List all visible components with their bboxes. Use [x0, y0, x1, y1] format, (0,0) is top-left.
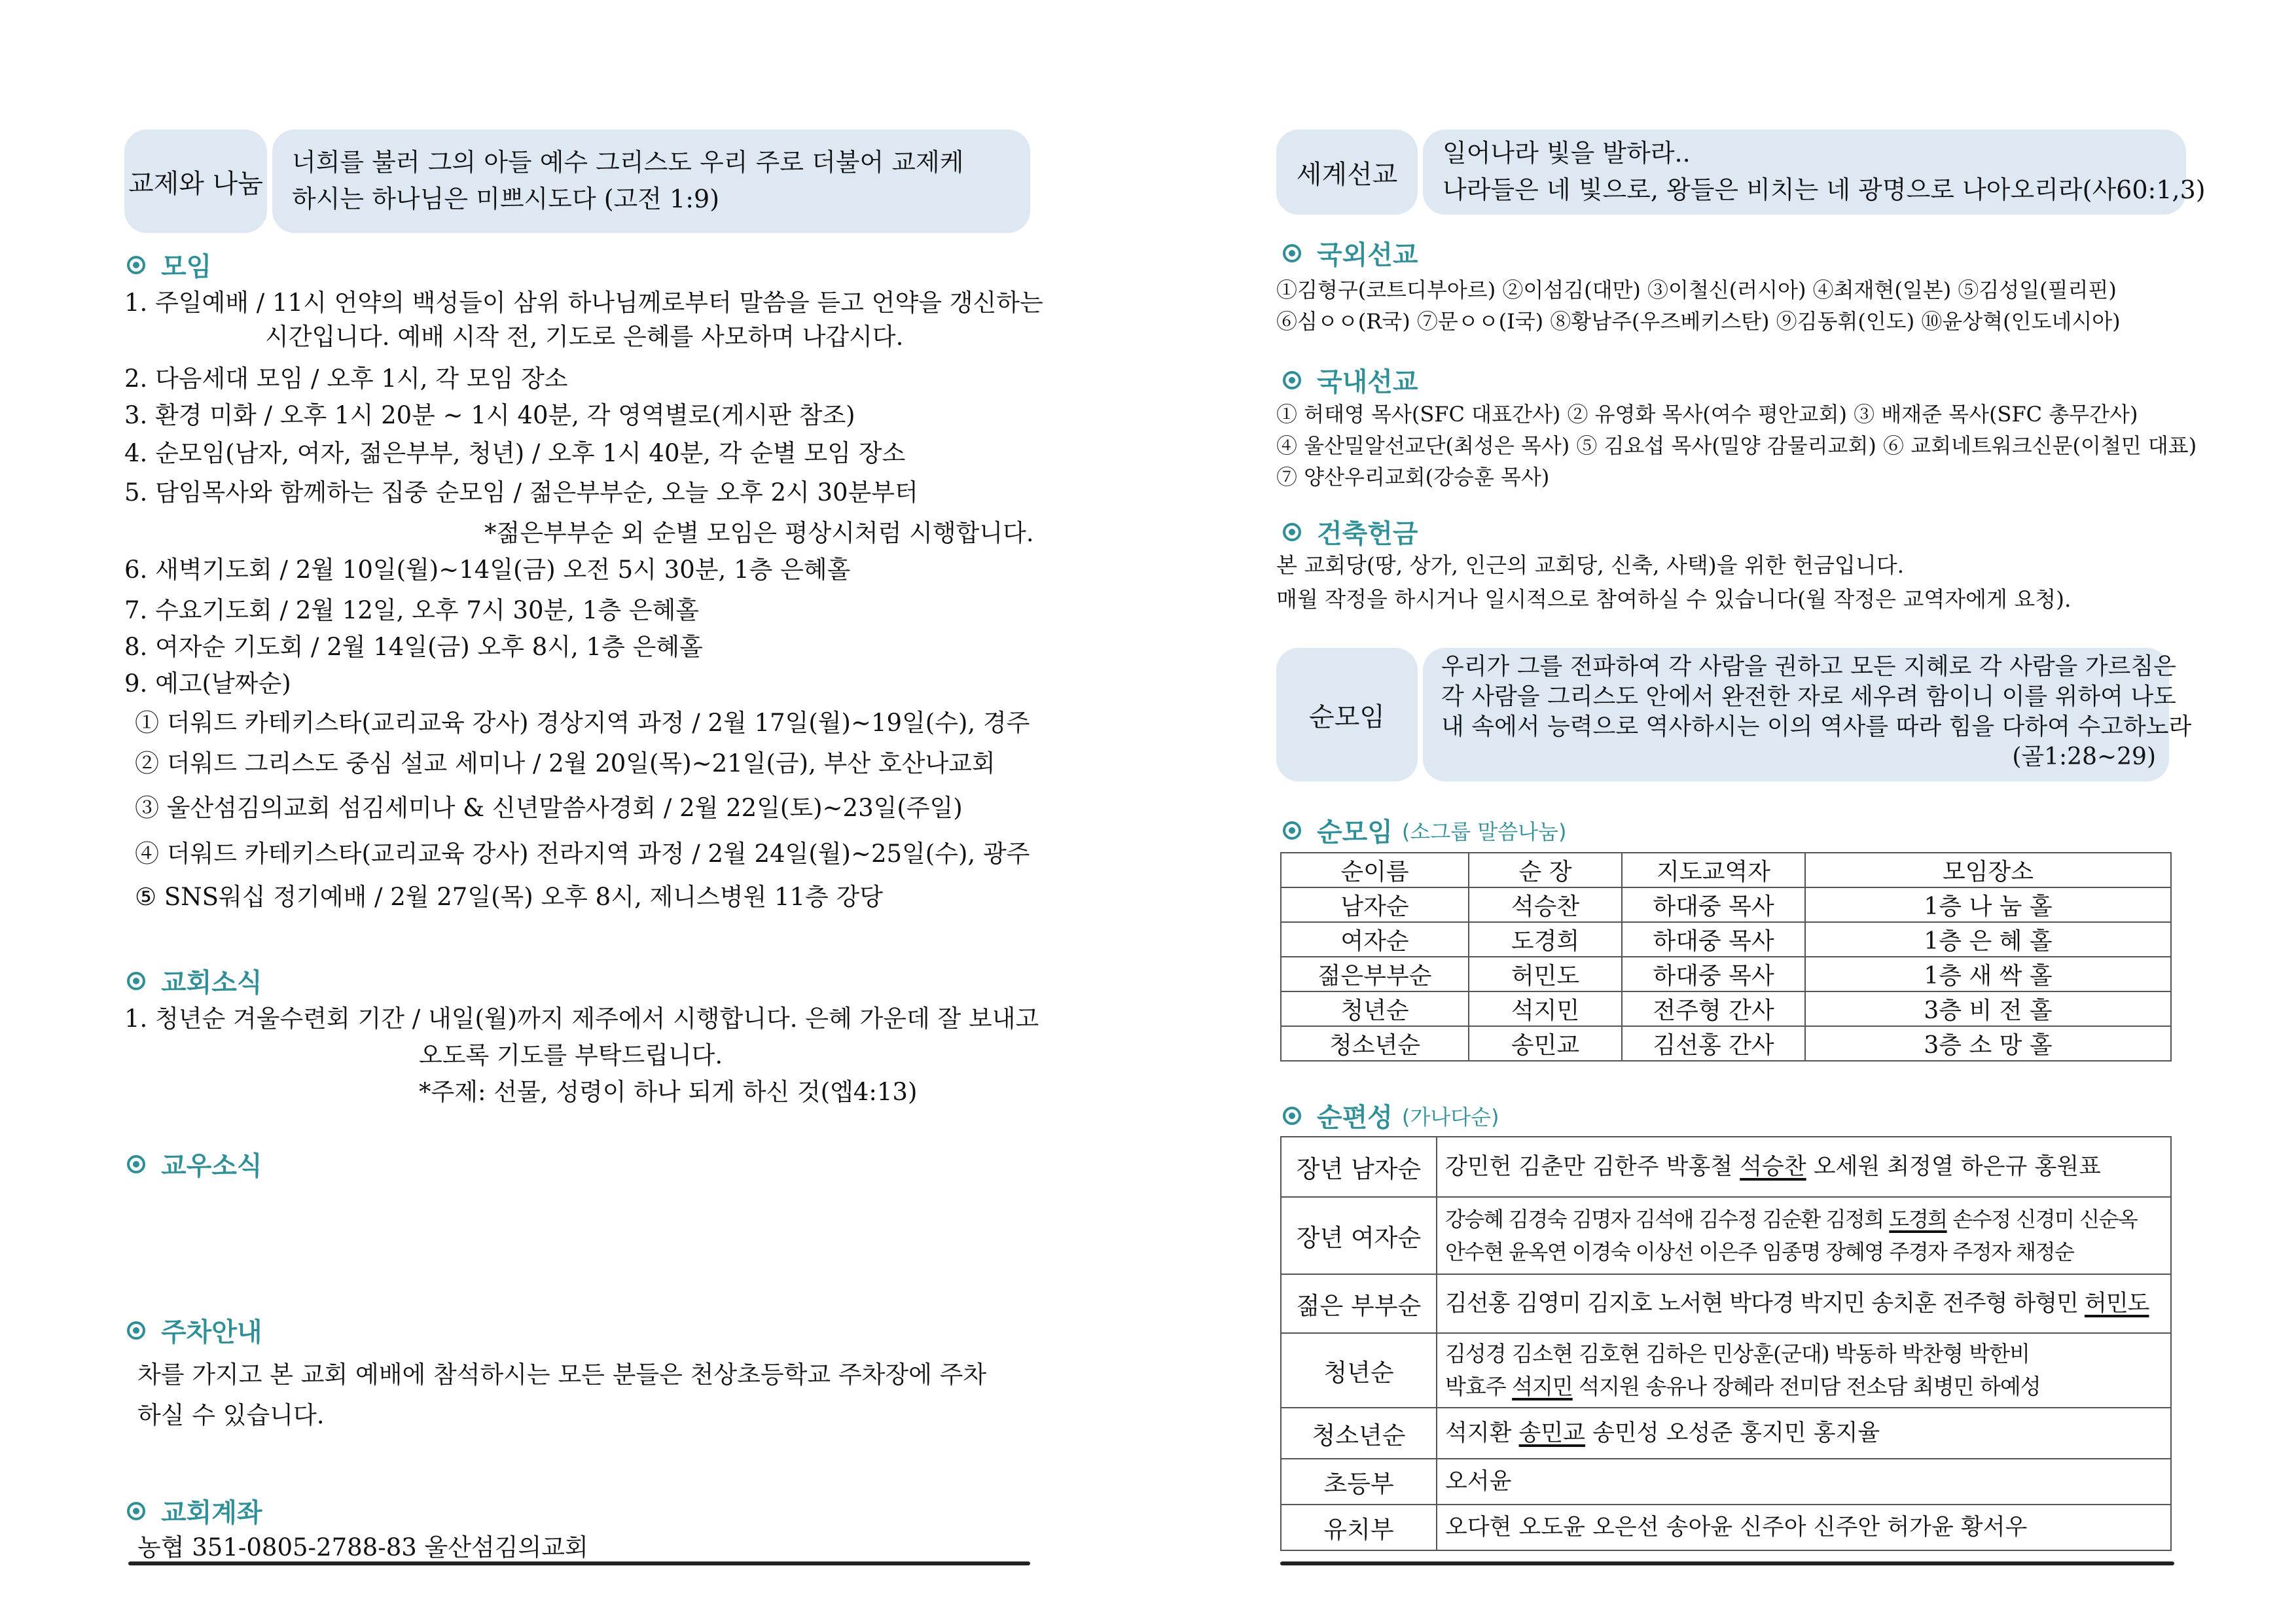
church-news-heading: 교회소식: [127, 962, 262, 999]
meeting-item: 2. 다음세대 모임 / 오후 1시, 각 모임 장소: [124, 365, 568, 393]
table-header-row: [1281, 853, 2171, 887]
cell-verse-label: 순모임: [1276, 648, 1418, 781]
table-cell: 청년순: [1281, 991, 1469, 1026]
table-cell: 석지민: [1469, 991, 1622, 1026]
group-label: 장년 여자순: [1281, 1197, 1437, 1274]
table-cell: 도경희: [1469, 922, 1622, 957]
group-label: 초등부: [1281, 1459, 1437, 1505]
right-bottom-rule: [1280, 1561, 2174, 1565]
table-row: [1281, 1274, 2171, 1333]
table-cell: 3층 소 망 홀: [1805, 1026, 2171, 1061]
table-header: 모임장소: [1805, 853, 2171, 887]
domestic-list: ④ 울산밀알선교단(최성은 목사) ⑤ 김요섭 목사(밀양 감물리교회) ⑥ 교회네트워크신문(이철민 대표): [1276, 433, 2197, 458]
meeting-item: ① 더워드 카테키스타(교리교육 강사) 경상지역 과정 / 2월 17일(월)~19일(수), 경주: [135, 709, 1030, 737]
table-header: 순이름: [1281, 853, 1469, 887]
account-text: 농협 351-0805-2788-83 울산섬김의교회: [137, 1533, 588, 1561]
table-cell: 석승찬: [1469, 887, 1622, 922]
meeting-item: 7. 수요기도회 / 2월 12일, 오후 7시 30분, 1층 은혜홀: [124, 596, 700, 624]
parking-heading: 주차안내: [127, 1311, 262, 1349]
group-label: 유치부: [1281, 1505, 1437, 1550]
meeting-item: 6. 새벽기도회 / 2월 10일(월)~14일(금) 오전 5시 30분, 1층 은혜홀: [124, 556, 851, 584]
building-text: 매월 작정을 하시거나 일시적으로 참여하실 수 있습니다(월 작정은 교역자에게 요청).: [1276, 586, 2072, 612]
overseas-list: ⑥심ㅇㅇ(R국) ⑦문ㅇㅇ(I국) ⑧황남주(우즈베키스탄) ⑨김동휘(인도) ⑩윤상혁(인도네시아): [1276, 309, 2121, 334]
table-header: 순 장: [1469, 853, 1622, 887]
group-members: 오서윤: [1437, 1459, 2171, 1505]
mission-label: 세계선교: [1276, 130, 1418, 215]
table-row: [1281, 922, 2171, 957]
table-row: [1281, 1459, 2171, 1505]
church-news-item: *주제: 선물, 성령이 하나 되게 하신 것(엡4:13): [419, 1078, 918, 1106]
meeting-item: ⑤ SNS워십 정기예배 / 2월 27일(목) 오후 8시, 제니스병원 11층 강당: [135, 883, 884, 911]
meetings-heading: 모임: [127, 246, 211, 283]
table-row: [1281, 1197, 2171, 1274]
table-cell: 1층 나 눔 홀: [1805, 887, 2171, 922]
cell-groups-heading: 순편성 (가나다순): [1283, 1097, 1499, 1134]
bullet-icon: [127, 1321, 145, 1340]
leader-name: 송민교: [1518, 1420, 1585, 1446]
leader-name: 석승찬: [1740, 1154, 1806, 1180]
bullet-icon: [127, 256, 145, 274]
table-row: [1281, 1333, 2171, 1408]
fellowship-label: 교제와 나눔: [124, 130, 267, 233]
table-row: [1281, 957, 2171, 991]
meeting-item: 8. 여자순 기도회 / 2월 14일(금) 오후 8시, 1층 은혜홀: [124, 633, 703, 661]
overseas-list: ①김형구(코트디부아르) ②이섬김(대만) ③이철신(러시아) ④최재현(일본) ⑤김성일(필리핀): [1276, 277, 2117, 302]
table-cell: 김선홍 간사: [1622, 1026, 1805, 1061]
meeting-item: 4. 순모임(남자, 여자, 젊은부부, 청년) / 오후 1시 40분, 각 순별 모임 장소: [124, 439, 906, 467]
table-cell: 1층 은 혜 홀: [1805, 922, 2171, 957]
leader-name: 석지민: [1512, 1374, 1573, 1399]
group-members: 강민헌 김춘만 김한주 박홍철 석승찬 오세원 최정열 하은규 홍원표: [1437, 1137, 2171, 1197]
fellowship-verse: 너희를 불러 그의 아들 예수 그리스도 우리 주로 더불어 교제케 하시는 하나님은 미쁘시도다 (고전 1:9): [272, 130, 1030, 233]
building-heading: 건축헌금: [1283, 513, 1418, 550]
overseas-heading: 국외선교: [1283, 234, 1418, 272]
table-cell: 남자순: [1281, 887, 1469, 922]
cell-meeting-heading: 순모임 (소그룹 말씀나눔): [1283, 812, 1566, 849]
meeting-item: ② 더워드 그리스도 중심 설교 세미나 / 2월 20일(목)~21일(금), 부산 호산나교회: [135, 749, 996, 777]
group-label: 청년순: [1281, 1333, 1437, 1408]
table-row: [1281, 1408, 2171, 1459]
member-news-heading: 교우소식: [127, 1145, 262, 1183]
table-row: [1281, 1026, 2171, 1061]
group-members: 강승혜 김경숙 김명자 김석애 김수정 김순환 김정희 도경희 손수정 신경미 신순옥 안수현 윤옥연 이경숙 이상선 이은주 임종명 장혜영 주경자 주정자 채정순: [1437, 1197, 2171, 1274]
table-cell: 하대중 목사: [1622, 957, 1805, 991]
building-text: 본 교회당(땅, 상가, 인근의 교회당, 신축, 사택)을 위한 헌금입니다.: [1276, 552, 1905, 578]
bullet-icon: [1283, 821, 1301, 840]
leader-name: 도경희: [1889, 1207, 1947, 1232]
meeting-item: ③ 울산섬김의교회 섬김세미나 & 신년말씀사경회 / 2월 22일(토)~23일(주일): [135, 794, 963, 822]
meeting-item: *젊은부부순 외 순별 모임은 평상시처럼 시행합니다.: [484, 519, 1034, 547]
group-members: 김선홍 김영미 김지호 노서현 박다경 박지민 송치훈 전주형 하형민 허민도: [1437, 1274, 2171, 1333]
bullet-icon: [1283, 244, 1301, 262]
table-row: [1281, 1505, 2171, 1550]
meeting-item: 1. 주일예배 / 11시 언약의 백성들이 삼위 하나님께로부터 말씀을 듣고 언약을 갱신하는: [124, 289, 1043, 317]
account-heading: 교회계좌: [127, 1492, 262, 1529]
group-label: 젊은 부부순: [1281, 1274, 1437, 1333]
bullet-icon: [1283, 371, 1301, 389]
group-label: 청소년순: [1281, 1408, 1437, 1459]
table-cell: 전주형 간사: [1622, 991, 1805, 1026]
table-cell: 1층 새 싹 홀: [1805, 957, 2171, 991]
cell-verse: 우리가 그를 전파하여 각 사람을 권하고 모든 지혜로 각 사람을 가르침은 각 사람을 그리스도 안에서 완전한 자로 세우려 함이니 이를 위하여 나도 내 속에서 능력으로 역사하시는 이의 역사를 따라 힘을 다하여 수고하노라 (골1:28~29): [1423, 648, 2169, 781]
domestic-list: ① 허태영 목사(SFC 대표간사) ② 유영화 목사(여수 평안교회) ③ 배재준 목사(SFC 총무간사): [1276, 402, 2138, 427]
domestic-list: ⑦ 양산우리교회(강승훈 목사): [1276, 465, 1550, 490]
table-cell: 3층 비 전 홀: [1805, 991, 2171, 1026]
parking-text: 하실 수 있습니다.: [137, 1401, 325, 1429]
table-row: [1281, 1137, 2171, 1197]
table-cell: 청소년순: [1281, 1026, 1469, 1061]
bullet-icon: [1283, 1107, 1301, 1125]
table-row: [1281, 887, 2171, 922]
meeting-item: 5. 담임목사와 함께하는 집중 순모임 / 젊은부부순, 오늘 오후 2시 30분부터: [124, 478, 918, 507]
church-news-item: 1. 청년순 겨울수련회 기간 / 내일(월)까지 제주에서 시행합니다. 은혜 가운데 잘 보내고: [124, 1005, 1039, 1033]
meeting-item: 3. 환경 미화 / 오후 1시 20분 ~ 1시 40분, 각 영역별로(게시판 참조): [124, 401, 855, 429]
leader-name: 허민도: [2085, 1291, 2149, 1317]
bullet-icon: [1283, 523, 1301, 541]
table-row: [1281, 991, 2171, 1026]
table-header: 지도교역자: [1622, 853, 1805, 887]
table-cell: 송민교: [1469, 1026, 1622, 1061]
domestic-heading: 국내선교: [1283, 361, 1418, 399]
table-cell: 허민도: [1469, 957, 1622, 991]
meeting-item: 9. 예고(날짜순): [124, 669, 291, 698]
bullet-icon: [127, 1502, 145, 1520]
bullet-icon: [127, 1155, 145, 1173]
table-cell: 여자순: [1281, 922, 1469, 957]
cell-groups-table: [1280, 1136, 2172, 1551]
table-cell: 하대중 목사: [1622, 887, 1805, 922]
table-cell: 하대중 목사: [1622, 922, 1805, 957]
meeting-item: 시간입니다. 예배 시작 전, 기도로 은혜를 사모하며 나갑시다.: [265, 323, 904, 351]
group-members: 오다현 오도윤 오은선 송아윤 신주아 신주안 허가윤 황서우: [1437, 1505, 2171, 1550]
bullet-icon: [127, 972, 145, 990]
meeting-item: ④ 더워드 카테키스타(교리교육 강사) 전라지역 과정 / 2월 24일(월)~25일(수), 광주: [135, 840, 1030, 868]
church-news-item: 오도록 기도를 부탁드립니다.: [419, 1041, 723, 1069]
parking-text: 차를 가지고 본 교회 예배에 참석하시는 모든 분들은 천상초등학교 주차장에 주차: [137, 1361, 987, 1389]
cell-meeting-table: [1280, 852, 2172, 1061]
left-bottom-rule: [128, 1561, 1030, 1565]
mission-verse: 일어나라 빛을 발하라.. 나라들은 네 빛으로, 왕들은 비치는 네 광명으로 나아오리라(사60:1,3): [1423, 130, 2186, 215]
group-members: 김성경 김소현 김호현 김하은 민상훈(군대) 박동하 박찬형 박한비 박효주 석지민 석지원 송유나 장혜라 전미담 전소담 최병민 하예성: [1437, 1333, 2171, 1408]
group-label: 장년 남자순: [1281, 1137, 1437, 1197]
group-members: 석지환 송민교 송민성 오성준 홍지민 홍지율: [1437, 1408, 2171, 1459]
table-cell: 젊은부부순: [1281, 957, 1469, 991]
